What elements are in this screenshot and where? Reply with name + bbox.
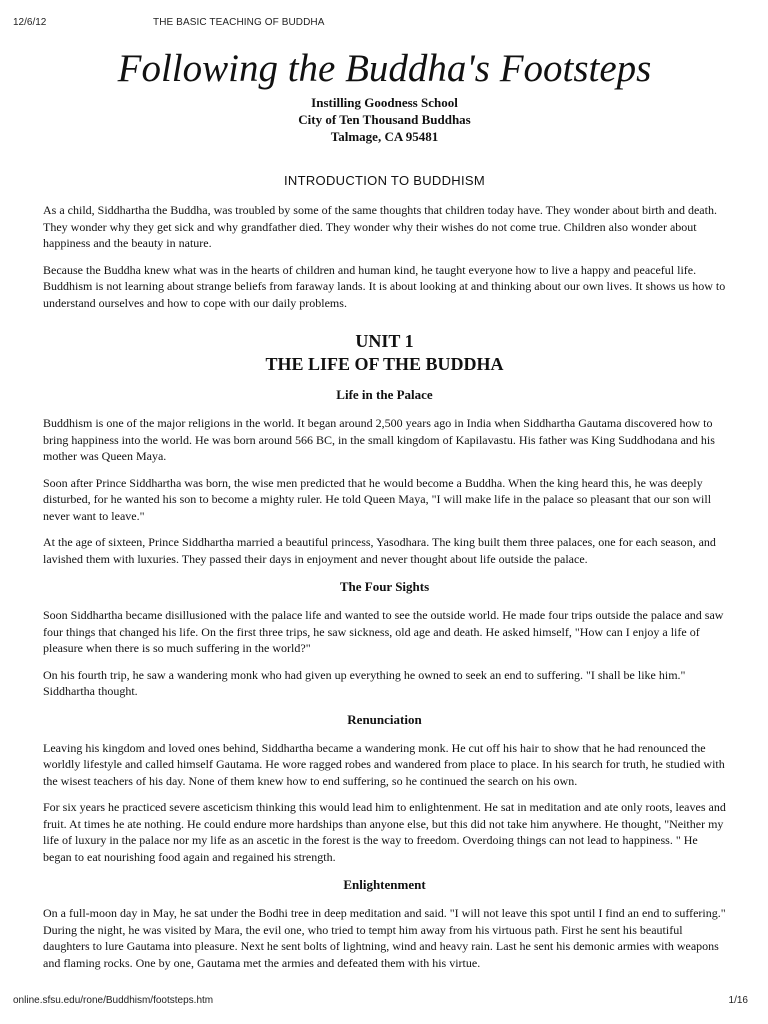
document-body: [43, 40, 726, 971]
section-paragraph: For six years he practiced severe asceticism thinking this would lead him to enlightenment. He sat in meditation and ate only roots, leaves and fruit. At times he ate nothing. He could endure more hardships than anyone else, but this did not take him anywhere. He thought, "Neither my life of luxury in the palace nor my life as an ascetic in the forest is the way to freedom. Overdoing things can not lead to happiness. " He began to eat nourishing food again and regained his strength.: [43, 800, 726, 864]
print-header-date: 12/6/12: [13, 17, 47, 28]
section-paragraph: On his fourth trip, he saw a wandering monk who had given up everything he owned to seek an end to suffering. "I shall be like him." Siddhartha thought.: [43, 667, 686, 698]
unit-title: THE LIFE OF THE BUDDHA: [265, 354, 504, 374]
intro-paragraph: As a child, Siddhartha the Buddha, was troubled by some of the same thoughts that children today have. They wonder about birth and death. They wonder why they get sick and why grandfather died. They wonder why their wishes do not come true. Children also wonder about happiness and the beauty in nature.: [43, 203, 717, 250]
intro-heading: INTRODUCTION TO BUDDHISM: [284, 173, 485, 188]
section-heading: Enlightenment: [343, 877, 426, 892]
print-footer-url: online.sfsu.edu/rone/Buddhism/footsteps.htm: [13, 995, 214, 1006]
print-header-title: THE BASIC TEACHING OF BUDDHA: [153, 17, 325, 28]
school-location: Talmage, CA 95481: [330, 129, 439, 144]
section-heading: Life in the Palace: [336, 387, 433, 402]
section-paragraph: Buddhism is one of the major religions in the world. It began around 2,500 years ago in India when Siddhartha Gautama discovered how to bring happiness into the world. He was born around 566 BC, in the small kingdom of Kapilavastu. His father was King Suddhodana and his mother was Queen Maya.: [43, 416, 715, 463]
school-name: Instilling Goodness School: [311, 95, 458, 110]
intro-paragraph: Because the Buddha knew what was in the hearts of children and human kind, he taught everyone how to live a happy and peaceful life. Buddhism is not learning about strange beliefs from faraway lands. It is about looking at and thinking about our own lives. It shows us how to understand ourselves and how to cope with our daily problems.: [43, 262, 726, 310]
school-city: City of Ten Thousand Buddhas: [298, 112, 471, 127]
section-paragraph: Soon Siddhartha became disillusioned with the palace life and wanted to see the outside world. He made four trips outside the palace and saw four things that changed his life. On the first three trips, he saw sickness, old age and death. He asked himself, "How can I enjoy a life of pleasure when there is so much suffering in the world?": [43, 608, 724, 655]
print-footer-page-number: 1/16: [728, 995, 748, 1006]
section-heading: Renunciation: [347, 711, 422, 727]
section-paragraph: Soon after Prince Siddhartha was born, the wise men predicted that he would become a Buddha. When the king heard this, he was deeply disturbed, for he wanted his son to become a mighty ruler. He told Queen Maya, "I will make life in the palace so pleasant that our son will never want to leave.": [43, 475, 712, 523]
unit-number: UNIT 1: [355, 331, 414, 351]
section-paragraph: On a full-moon day in May, he sat under the Bodhi tree in deep meditation and said. "I will not leave this spot until I find an end to suffering." During the night, he was visited by Mara, the evil one, who tried to tempt him away from his virtuous path. First he sent his beautiful daughters to lure Gautama into pleasure. Next he sent bolts of lightning, wind and heavy rain. Last he sent his demonic armies with weapons and flaming rocks. One by one, Gautama met the armies and defeated them with his virtue.: [43, 906, 726, 970]
section-heading: The Four Sights: [339, 579, 430, 594]
page-title: Following the Buddha's Footsteps: [117, 47, 652, 90]
section-paragraph: At the age of sixteen, Prince Siddhartha married a beautiful princess, Yasodhara. The king built them three palaces, one for each season, and lavished them with luxuries. They passed their days in enjoyment and never thought about life outside the palace.: [43, 535, 716, 566]
section-paragraph: Leaving his kingdom and loved ones behind, Siddhartha became a wandering monk. He cut off his hair to show that he had renounced the worldly lifestyle and called himself Gautama. He wore ragged robes and wandered from place to place. In his search for truth, he studied with the wisest teachers of his day. None of them knew how to end suffering, so he continued the search on his own.: [43, 740, 725, 788]
